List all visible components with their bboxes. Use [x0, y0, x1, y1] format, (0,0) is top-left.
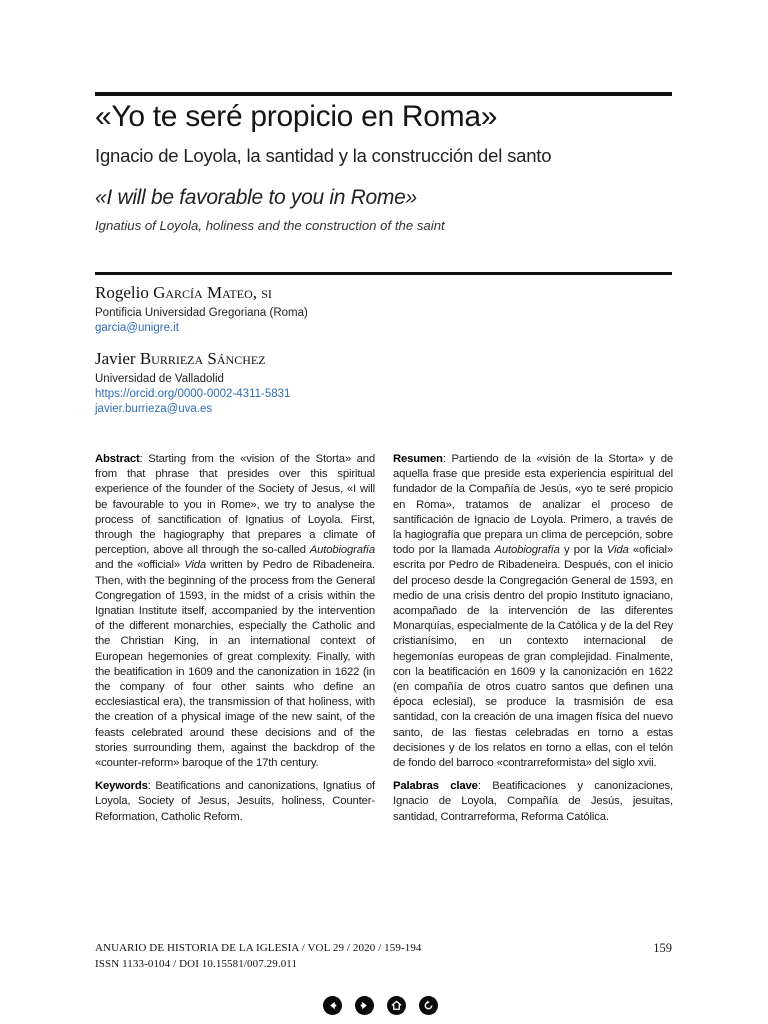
back-icon[interactable]: [419, 996, 438, 1015]
palabras-clave-paragraph: Palabras clave: Beatificaciones y canonizaciones, Ignacio de Loyola, Compañía de Jesús, jesuitas, santidad, Contrarreforma, Reforma Católica.: [393, 780, 673, 823]
author-name: Rogelio García Mateo, si: [95, 283, 272, 302]
next-arrow-icon[interactable]: [355, 996, 374, 1015]
abstract-paragraph: Abstract: Starting from the «vision of the Storta» and from that phrase that presides over this spiritual experience of the founder of the Society of Jesus, «I will be favourable to you in Rome», we try to analyse the process of sanctification of Ignatius of Loyola. First, through the hagiography that prepares a climate of perception, above all through the so-called Autobiografía and the «official» Vida written by Pedro de Ribadeneira. Then, with the beginning of the process from the General Congregation of 1593, in the midst of a crisis within the Ignatian Institute itself, accompanied by the intervention of the different monarchies, especially the Catholic and the Christian King, in an international context of European hegemonies of great complexity. Finally, with the beatification in 1609 and the canonization in 1622 (in the company of four other saints who define an ecclesiastical era), the transmission of that holiness, with the creation of a physical image of the new saint, of the feasts celebrated around these decisions and of the stories surrounding them, against the backdrop of the «counter-reform» baroque of the 17th century.: [95, 453, 375, 770]
resumen-column: [393, 452, 673, 825]
author-email-link[interactable]: garcia@unigre.it: [95, 322, 179, 334]
article-subtitle-es: Ignacio de Loyola, la santidad y la construcción del santo: [95, 145, 552, 166]
home-icon[interactable]: [387, 996, 406, 1015]
keywords-paragraph: Keywords: Beatifications and canonizations, Ignatius of Loyola, Society of Jesus, Jesuits, holiness, Counter-Reformation, Catholic Reform.: [95, 780, 375, 823]
author-email-link[interactable]: javier.burrieza@uva.es: [95, 403, 213, 415]
abstract-column: [95, 452, 375, 825]
navigation-buttons: [323, 996, 438, 1015]
resumen-paragraph: Resumen: Partiendo de la «visión de la Storta» y de aquella frase que preside esta experiencia espiritual del fundador de la Compañía de Jesús, «yo te seré propicio en Roma», tratamos de analizar el proceso de santificación de Ignacio de Loyola. Primero, a través de la hagiografía que prepara un clima de percepción, sobre todo por la llamada Autobiografía y por la Vida «oficial» escrita por Pedro de Ribadeneira. Después, con el inicio del proceso desde la Congregación General de 1593, en medio de una crisis dentro del propio Instituto ignaciano, acompañado de la intervención de las diferentes Monarquías, especialmente de la Católica y de la del Rey cristianísimo, en un contexto internacional de hegemonías europeas de gran complejidad. Finalmente, con la beatificación en 1609 y la canonización en 1622 (en compañía de otros cuatro santos que definen una época eclesial), se produce la trasmisión de esa santidad, con la creación de una imagen física del nuevo santo, de las fiestas celebradas en torno a estas decisiones y de los relatos en torno a ellas, con el telón de fondo del barroco «contrarreformista» del siglo xvii.: [393, 453, 673, 770]
journal-info: ANUARIO DE HISTORIA DE LA IGLESIA / VOL 29 / 2020 / 159-194: [95, 942, 422, 954]
author-orcid-link[interactable]: https://orcid.org/0000-0002-4311-5831: [95, 388, 291, 400]
author-name: Javier Burrieza Sánchez: [95, 349, 266, 368]
author-affiliation: Pontificia Universidad Gregoriana (Roma): [95, 307, 308, 319]
top-rule: [95, 92, 672, 96]
author-affiliation: Universidad de Valladolid: [95, 373, 224, 385]
issn-doi: ISSN 1133-0104 / DOI 10.15581/007.29.011: [95, 958, 298, 970]
authors-rule: [95, 272, 672, 275]
article-subtitle-en: Ignatius of Loyola, holiness and the construction of the saint: [95, 218, 445, 233]
prev-arrow-icon[interactable]: [323, 996, 342, 1015]
article-title-en: «I will be favorable to you in Rome»: [95, 186, 417, 209]
article-title-es: «Yo te seré propicio en Roma»: [95, 100, 498, 133]
page-number: 159: [653, 941, 672, 955]
